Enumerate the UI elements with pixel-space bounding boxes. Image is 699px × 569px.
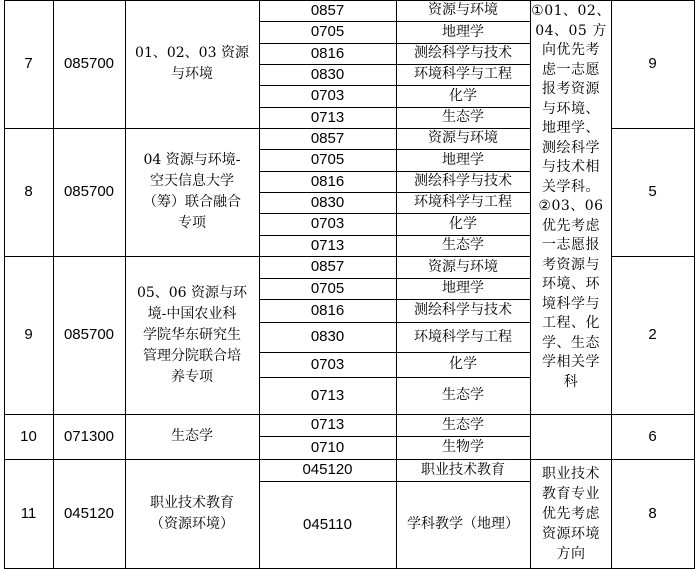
- subject-name: 化学: [449, 356, 477, 372]
- enrollment-count: 6: [648, 427, 657, 445]
- subject-name: 生物学: [442, 439, 484, 455]
- major-code: 045120: [63, 504, 115, 522]
- subject-code: 0857: [310, 1, 345, 19]
- subject-code: 0703: [310, 215, 345, 232]
- subject-code: 0816: [310, 44, 345, 62]
- subject-name: 生态学: [442, 416, 484, 433]
- enrollment-count: 2: [648, 326, 657, 343]
- row-seq: 11: [20, 504, 37, 522]
- major-code: 085700: [63, 183, 115, 200]
- major-code: 071300: [63, 427, 115, 445]
- subject-code: 0703: [310, 355, 345, 373]
- subject-code: 0830: [310, 65, 345, 83]
- row-seq: 9: [24, 326, 33, 343]
- subject-code: 0857: [310, 129, 345, 147]
- subject-name: 生态学: [442, 387, 484, 403]
- subject-code: 0830: [310, 328, 345, 345]
- subject-name: 生态学: [442, 237, 484, 253]
- major-direction: 职业技术教育 （资源环境）: [150, 494, 234, 532]
- major-direction: 05、06 资源与环 境-中国农业科 学院华东研究生 管理分院联合培 养专项: [136, 284, 248, 385]
- subject-code: 0705: [310, 151, 345, 168]
- major-direction: 生态学: [171, 428, 213, 444]
- subject-name: 资源与环境: [428, 2, 498, 18]
- subject-code: 0713: [310, 386, 345, 404]
- subject-code: 0857: [310, 258, 345, 275]
- subject-code: 0713: [310, 236, 345, 254]
- enrollment-count: 5: [648, 183, 657, 200]
- major-direction: 01、02、03 资源 与环境: [135, 45, 249, 82]
- subject-code: 0816: [310, 172, 345, 190]
- subject-name: 环境科学与工程: [414, 194, 512, 210]
- subject-name: 地理学: [442, 23, 484, 40]
- subject-code: 045120: [302, 461, 353, 478]
- subject-name: 测绘科学与技术: [414, 45, 512, 61]
- row-seq: 7: [24, 55, 33, 72]
- subject-name: 职业技术教育: [421, 461, 505, 478]
- subject-code: 045110: [303, 515, 352, 533]
- major-code: 085700: [63, 55, 115, 72]
- subject-name: 学科教学（地理）: [407, 516, 519, 532]
- subject-name: 地理学: [442, 151, 484, 168]
- subject-code: 0816: [310, 301, 345, 319]
- major-code: 085700: [63, 326, 115, 343]
- subject-name: 资源与环境: [428, 258, 498, 275]
- subject-name: 地理学: [442, 280, 484, 296]
- subject-code: 0705: [310, 279, 345, 297]
- enrollment-count: 9: [648, 55, 657, 72]
- row-seq: 10: [20, 427, 37, 445]
- subject-name: 环境科学与工程: [414, 66, 512, 82]
- subject-code: 0713: [310, 416, 345, 433]
- subject-name: 化学: [449, 215, 477, 232]
- subject-name: 生态学: [442, 109, 484, 125]
- subject-name: 测绘科学与技术: [414, 302, 512, 318]
- subject-name: 环境科学与工程: [414, 328, 512, 345]
- major-direction: 04 资源与环境- 空天信息大学 （筹）联合融合 专项: [143, 152, 241, 231]
- remark-resource-environment: ①01、02、 04、05 方 向优先考 虑一志愿 报考资源 与环境、 地理学、 测绘科学 与技术相 关学科。 ②03、06 优先考虑 一志愿报 考资源与 环境、环 境科学与 工程、化 学、生态 学相关学 科: [531, 3, 611, 390]
- subject-code: 0713: [310, 108, 345, 126]
- subject-name: 测绘科学与技术: [414, 173, 512, 189]
- subject-name: 资源与环境: [428, 130, 498, 146]
- subject-code: 0703: [310, 87, 345, 104]
- enrollment-count: 8: [648, 504, 657, 522]
- subject-code: 0710: [310, 438, 345, 456]
- subject-code: 0705: [310, 23, 345, 40]
- subject-code: 0830: [310, 193, 345, 211]
- subject-name: 化学: [449, 87, 477, 104]
- row-seq: 8: [24, 183, 33, 200]
- remark-vocational: 职业技术 教育专业 优先考虑 资源环境 方向: [542, 465, 600, 562]
